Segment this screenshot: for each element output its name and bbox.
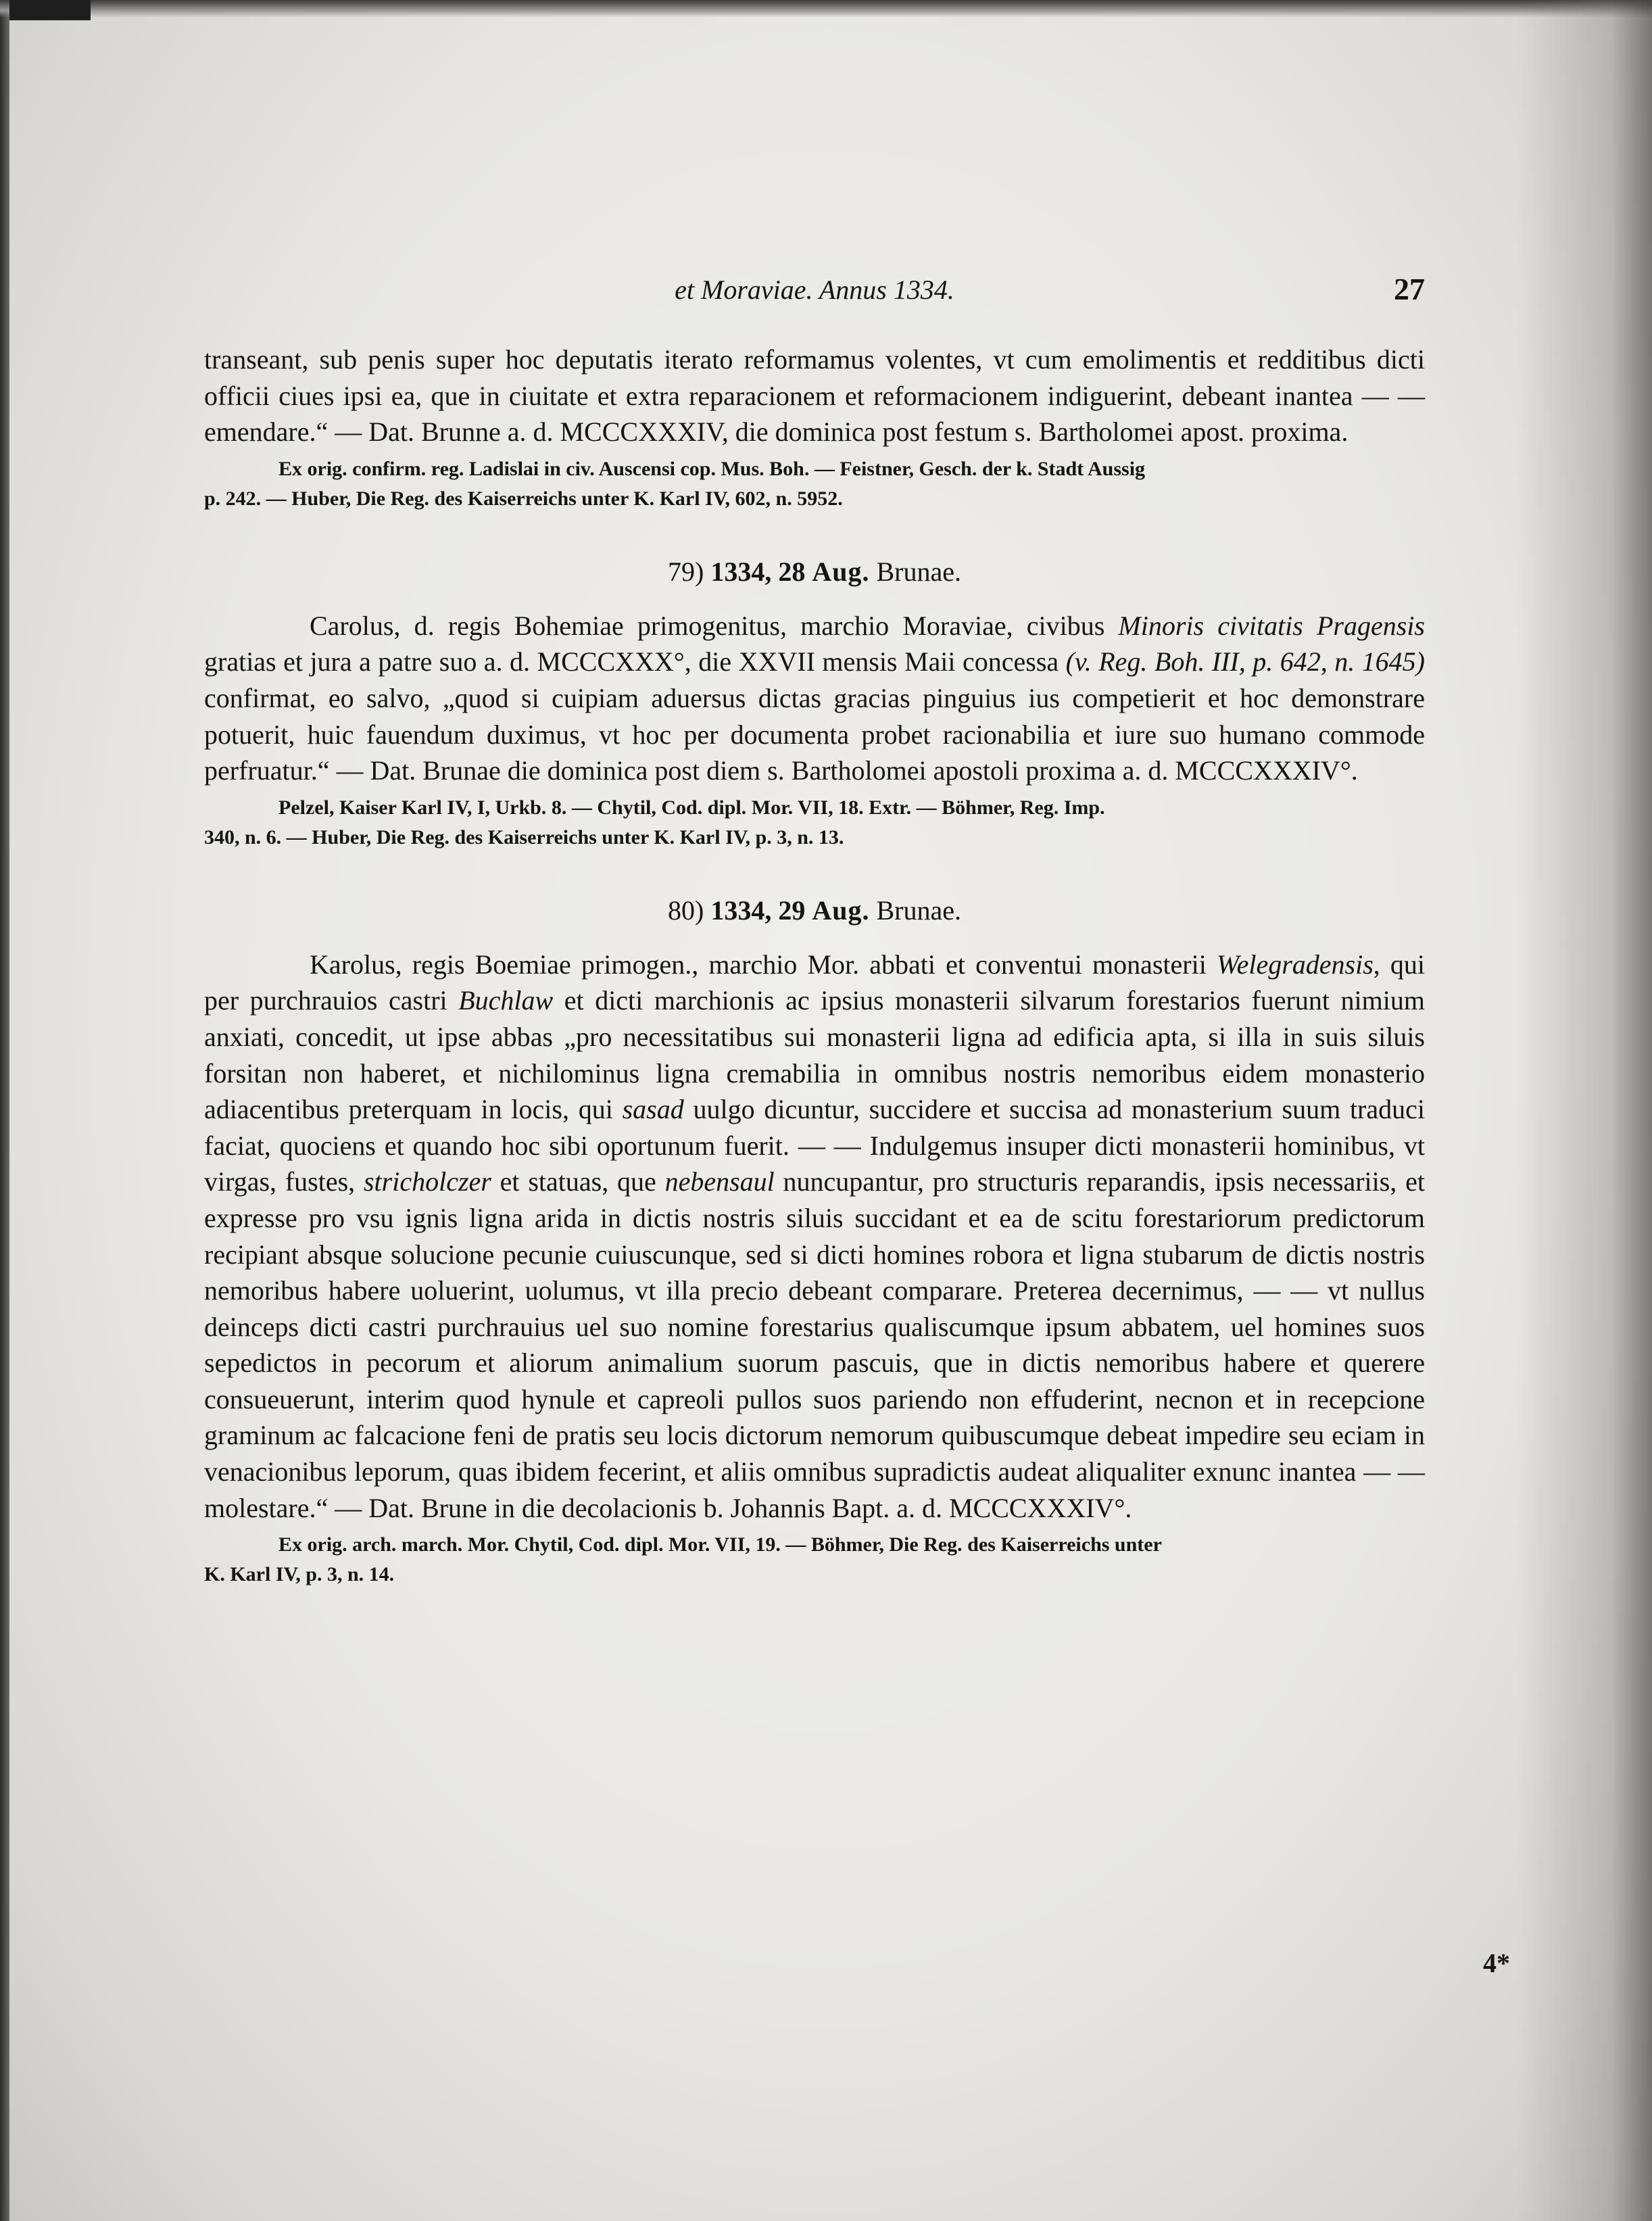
entry-date: 1334, 28 bbox=[710, 556, 806, 587]
entry-text bbox=[204, 608, 1425, 789]
page-left-shadow bbox=[0, 0, 9, 2221]
page-top-shadow bbox=[0, 0, 1652, 18]
entry-number: 80) bbox=[668, 894, 704, 926]
page-corner-mark bbox=[9, 0, 91, 20]
entry-text bbox=[204, 947, 1425, 1527]
italic-run: stricholczer bbox=[363, 1166, 491, 1197]
text-run: uulgo dicuntur, succidere et succisa ad monasterium suum traduci faciat, quociens et quando hoc sibi oportunum fuerit. — — Indulgemus insuper dicti monasterii hominibus, vt virgas, fustes, bbox=[204, 1094, 1425, 1197]
text-run: gratias et jura a patre suo a. d. MCCCXXX°, die XXVII mensis Maii concessa bbox=[204, 646, 1066, 677]
entry-number: 79) bbox=[668, 556, 704, 587]
running-title: et Moraviae. Annus 1334. bbox=[675, 274, 954, 305]
running-head bbox=[204, 267, 1425, 308]
text-run: , qui per purchrauios castri bbox=[204, 949, 1425, 1016]
page-number: 27 bbox=[1394, 272, 1425, 306]
italic-run: sasad bbox=[622, 1094, 684, 1125]
intro-section bbox=[204, 341, 1425, 514]
intro-line: redditibus dicti officii ciues ipsi ea, que in ciuitate et extra reparacionem et reformacionem bbox=[204, 344, 1425, 411]
intro-line: indiguerint, debeant inantea — — emendare.“ — Dat. Brunne a. d. MCCCXXXIV, die bbox=[204, 380, 1426, 448]
italic-run: (v. Reg. Boh. III, p. 642, n. 1645) bbox=[1065, 646, 1425, 677]
entry-month: Aug. bbox=[812, 556, 870, 587]
intro-paragraph bbox=[204, 341, 1425, 450]
entry-place: Brunae. bbox=[876, 894, 961, 926]
entry-month: Aug. bbox=[812, 894, 870, 926]
italic-run: nebensaul bbox=[664, 1166, 775, 1197]
source-line: Pelzel, Kaiser Karl IV, I, Urkb. 8. — Chytil, Cod. dipl. Mor. VII, 18. Extr. — Böhmer, Reg. Imp. bbox=[278, 796, 1105, 819]
entry-heading bbox=[204, 556, 1425, 588]
italic-run: Buchlaw bbox=[458, 985, 554, 1016]
text-run: confirmat, eo salvo, „quod si cuipiam aduersus dictas gracias pinguius ius competierit et hoc demonstrare potuerit, huic fauendum duximus, vt hoc per documenta probet racionabilia et iure suo humano commode perfruatur.“ — Dat. Brunae die dominica post diem s. Bartholomei apostoli proxima a. d. MCCCXXXIV°. bbox=[204, 682, 1425, 786]
text-run: Karolus, regis Boemiae primogen., marchio Mor. abbati et conventui monasterii bbox=[310, 949, 1217, 980]
entry-source bbox=[204, 1530, 1425, 1590]
entry-79 bbox=[204, 556, 1425, 853]
entry-place: Brunae. bbox=[876, 556, 961, 587]
text-column bbox=[204, 267, 1425, 1590]
source-line: Ex orig. confirm. reg. Ladislai in civ. Auscensi cop. Mus. Boh. — Feistner, Gesch. der k. Stadt Aussig bbox=[278, 457, 1146, 480]
text-run: Carolus, d. regis Bohemiae primogenitus, marchio Moraviae, civibus bbox=[310, 610, 1119, 641]
text-run: et dicti marchionis ac ipsius monasterii silvarum forestarios fuerunt nimium anxiati, concedit, ut ipse abbas „pro necessitatibus sui monasterii ligna ad edificia apta, si illa in suis siluis forsitan non haberet, et nichilominus ligna cremabilia in omnibus nostris nemoribus eidem monasterio adiacentibus preterquam in locis, qui bbox=[204, 985, 1425, 1125]
entry-date: 1334, 29 bbox=[710, 894, 806, 926]
italic-run: Minoris civitatis Pragensis bbox=[1118, 610, 1425, 641]
entry-source bbox=[204, 793, 1425, 853]
intro-line: transeant, sub penis super hoc deputatis iterato reformamus volentes, vt cum emolimentis et bbox=[204, 344, 1258, 375]
source-line: p. 242. — Huber, Die Reg. des Kaiserreichs unter K. Karl IV, 602, n. 5952. bbox=[204, 487, 843, 510]
page-right-shadow bbox=[1517, 0, 1652, 2221]
entry-80 bbox=[204, 894, 1425, 1590]
text-run: et statuas, que bbox=[491, 1166, 665, 1197]
signature-mark: 4* bbox=[1483, 1948, 1510, 1978]
intro-source bbox=[204, 454, 1425, 514]
entry-heading bbox=[204, 894, 1425, 926]
source-line: 340, n. 6. — Huber, Die Reg. des Kaiserreichs unter K. Karl IV, p. 3, n. 13. bbox=[204, 826, 844, 849]
intro-line: dominica post festum s. Bartholomei apost. proxima. bbox=[775, 416, 1349, 448]
source-line: K. Karl IV, p. 3, n. 14. bbox=[204, 1563, 395, 1586]
italic-run: Welegradensis bbox=[1216, 949, 1374, 980]
text-run: nuncupantur, pro structuris reparandis, ipsis necessariis, et expresse pro vsu ignis ligna arida in dictis nostris siluis succidant et ea de scitu forestariorum predictorum recipiant absque solucione pecunie cuiuscunque, sed si dicti homines robora et ligna stubarum de dictis nostris nemoribus habere uoluerint, uolumus, vt illa precio debeant comparare. Preterea decernimus, — — vt nullus deinceps dicti castri purchrauius uel suo nomine forestarius qualiscumque ipsum abbatem, uel homines suos sepedictos in pecorum et aliorum animalium suorum pascuis, que in dictis nemoribus habere et querere consueuerunt, interim quod hynule et capreoli pullos suos pariendo non effuderint, necnon et in recepcione graminum ac falcacione feni de pratis seu locis dictorum nemorum quibuscumque debeat impedire seu eciam in venacionibus leporum, quas ibidem fecerint, et aliis omnibus supradictis audeat aliqualiter exnunc inantea — — molestare.“ — Dat. Brune in die decolacionis b. Johannis Bapt. a. d. MCCCXXXIV°. bbox=[204, 1166, 1425, 1523]
source-line: Ex orig. arch. march. Mor. Chytil, Cod. dipl. Mor. VII, 19. — Böhmer, Die Reg. des Kaiserreichs unter bbox=[278, 1533, 1162, 1556]
